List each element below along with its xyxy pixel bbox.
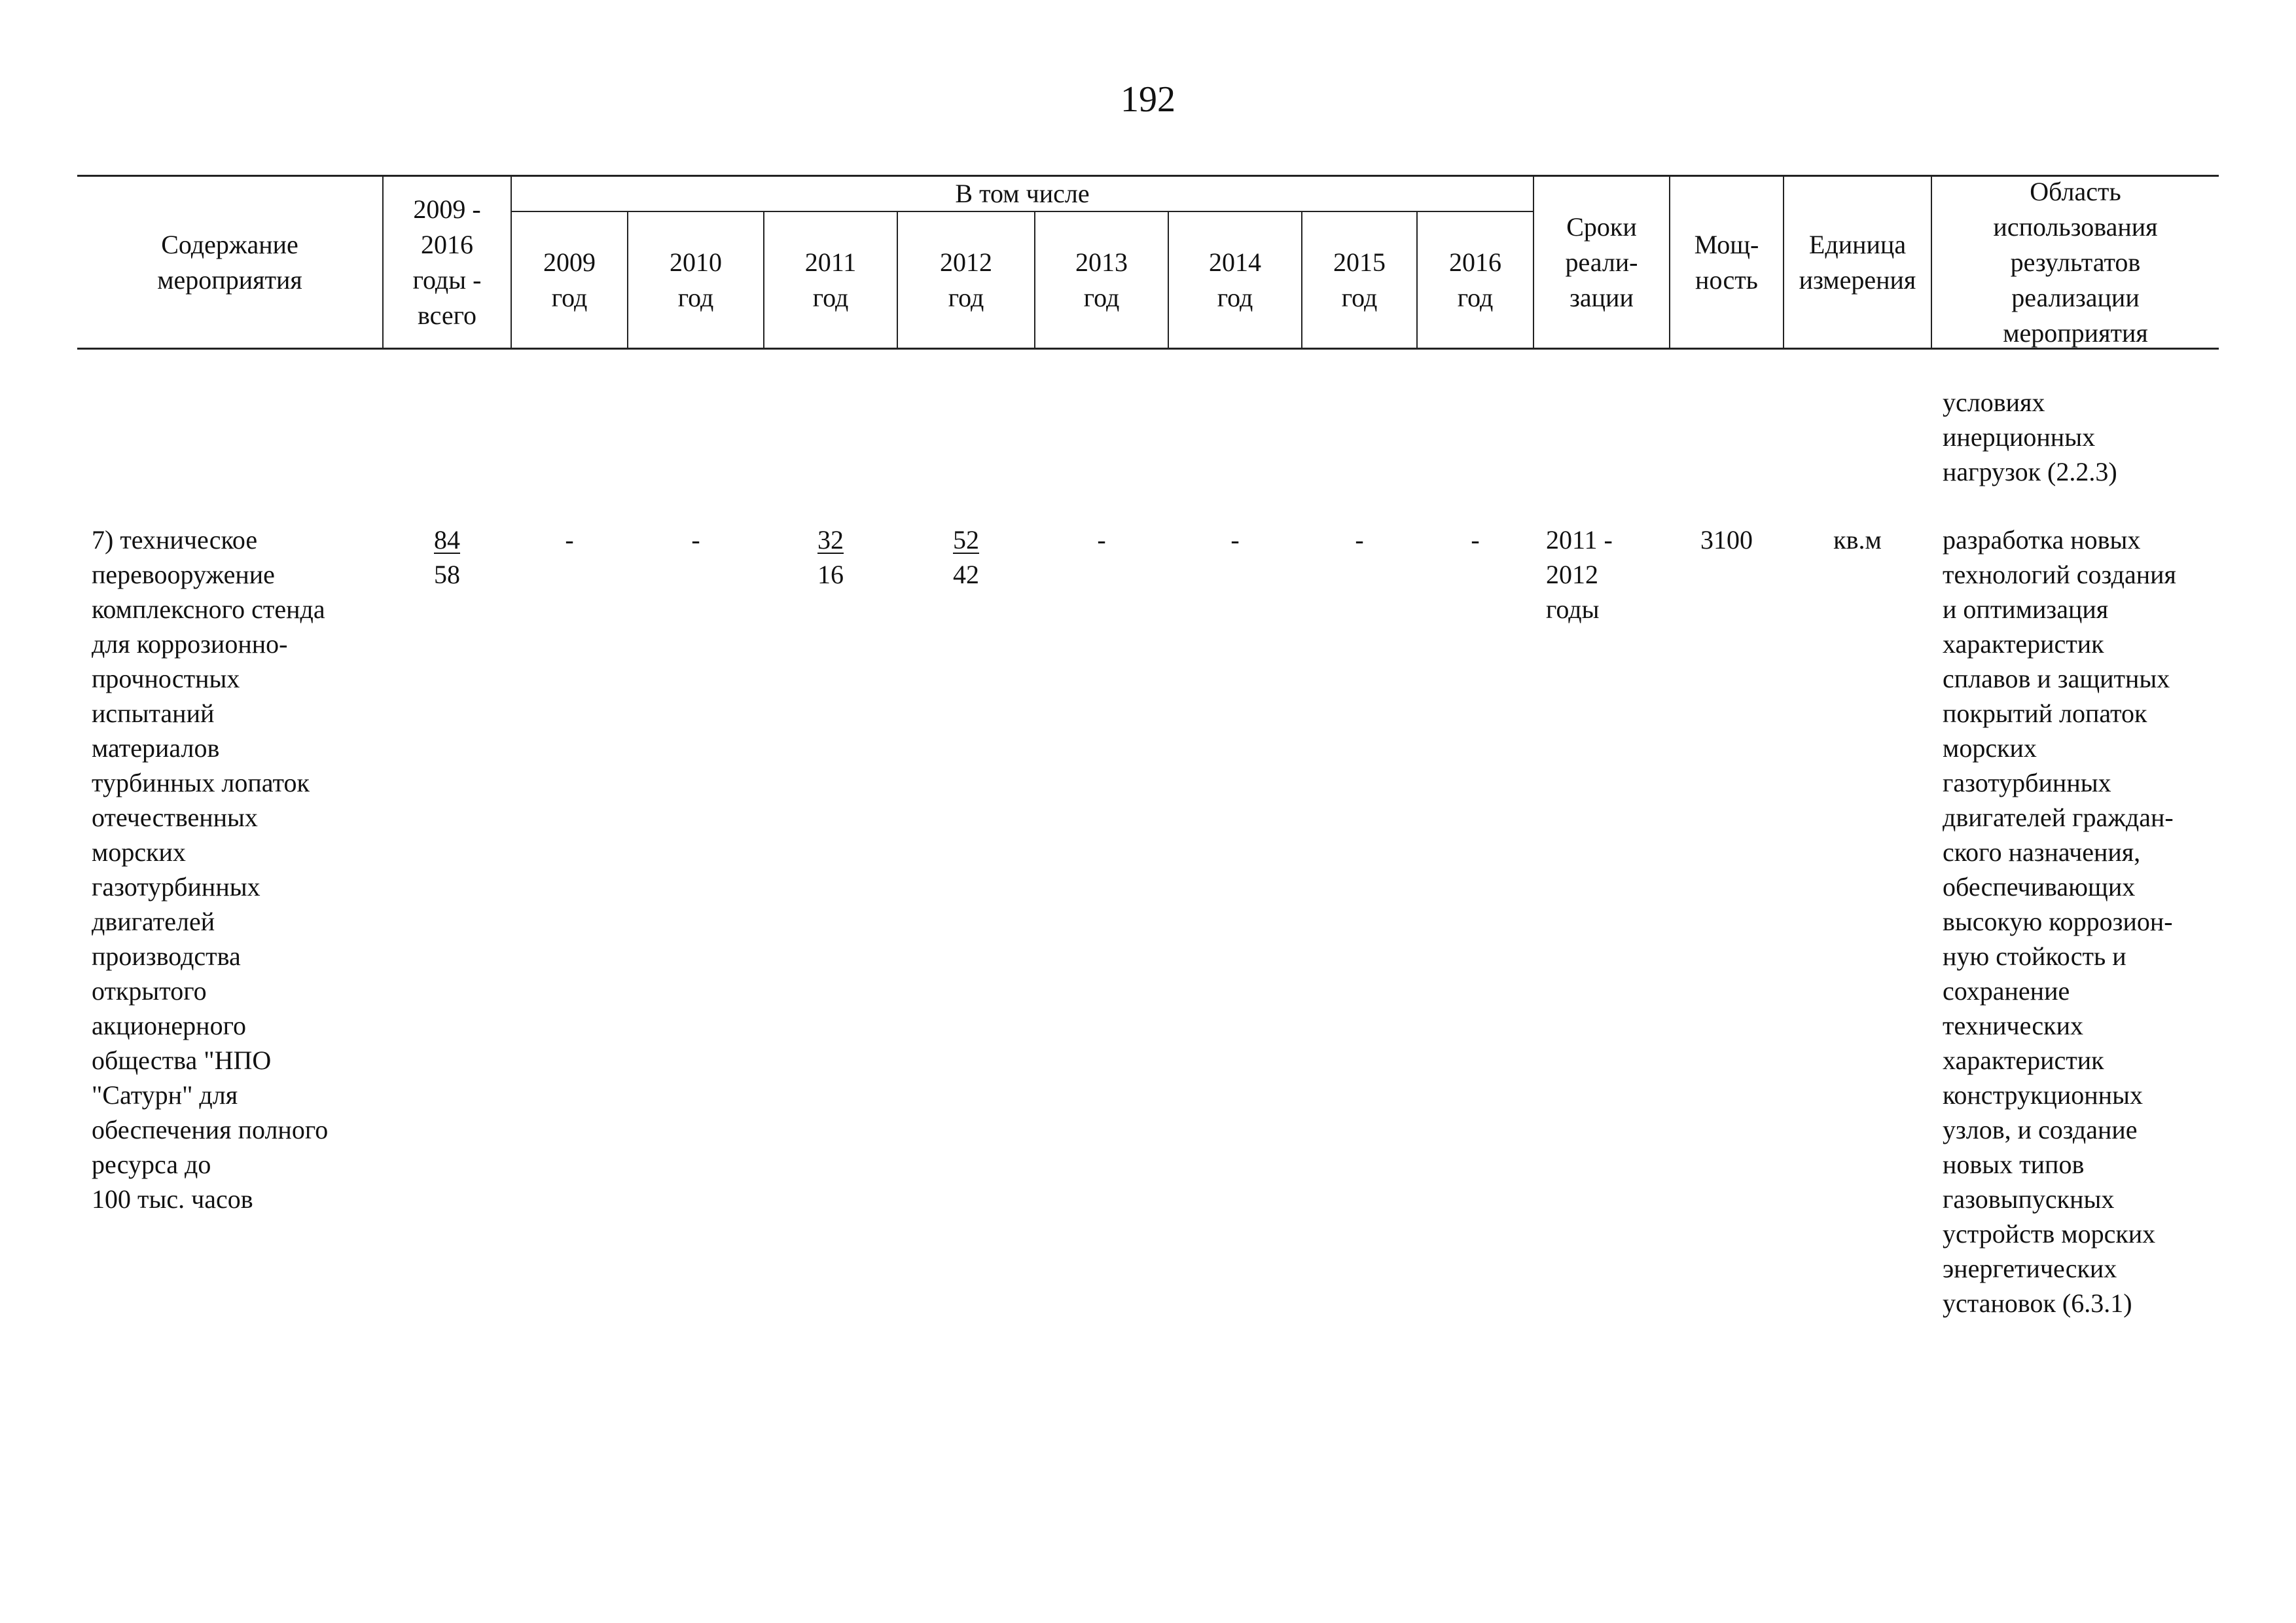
year-2014-value: -: [1230, 525, 1240, 555]
year-2011-value-bottom: 16: [817, 560, 844, 589]
header-year-2016: 2016 год: [1449, 247, 1501, 312]
header-content: Содержание мероприятия: [157, 229, 302, 295]
area-value: разработка новых технологий создания и оптимизация характеристик сплавов и защитных покрытий лопаток морских газотурбинных двигателей граждан- ского назначения, обеспечивающих высокую коррозион- ную стойкость и сохранение технических характеристик конструкционных узлов, и создание новых типов газовыпускных устройств морских энергетических установок (6.3.1): [1943, 525, 2176, 1318]
header-year-2012: 2012 год: [940, 247, 992, 312]
header-total: 2009 - 2016 годы - всего: [412, 194, 482, 330]
total-value-top: 84: [434, 525, 460, 555]
table-header-bottom-rule: [77, 348, 2219, 350]
year-2011-value-top: 32: [817, 525, 844, 555]
header-group: В том числе: [955, 179, 1090, 208]
year-2015-value: -: [1355, 525, 1364, 555]
row-content: 7) техническое перевооружение комплексного стенда для коррозионно- прочностных испытаний материалов турбинных лопаток отечественных морских газотурбинных двигателей производства открытого акционерного общества "НПО "Сатурн" для обеспечения полного ресурса до 100 тыс. часов: [92, 525, 329, 1214]
year-2010-value: -: [691, 525, 700, 555]
total-value-bottom: 58: [434, 560, 460, 589]
header-year-2013: 2013 год: [1075, 247, 1128, 312]
header-terms: Сроки реали- зации: [1565, 211, 1638, 312]
header-unit: Единица измерения: [1799, 229, 1916, 295]
header-year-2015: 2015 год: [1333, 247, 1386, 312]
year-2013-value: -: [1097, 525, 1106, 555]
continued-area-text: условиях инерционных нагрузок (2.2.3): [1943, 388, 2117, 486]
terms-value: 2011 - 2012 годы: [1546, 525, 1613, 624]
power-value: 3100: [1700, 525, 1753, 555]
page-number: 192: [1121, 79, 1175, 120]
header-year-2011: 2011 год: [804, 247, 857, 312]
header-year-2010: 2010 год: [670, 247, 722, 312]
year-2016-value: -: [1471, 525, 1480, 555]
header-year-2009: 2009 год: [543, 247, 596, 312]
header-year-2014: 2014 год: [1209, 247, 1261, 312]
year-2009-value: -: [565, 525, 574, 555]
unit-value: кв.м: [1833, 525, 1882, 555]
header-power: Мощ- ность: [1694, 229, 1759, 295]
year-2012-value-bottom: 42: [953, 560, 979, 589]
year-2012-value-top: 52: [953, 525, 979, 555]
header-area: Область использования результатов реализации мероприятия: [1993, 176, 2158, 348]
